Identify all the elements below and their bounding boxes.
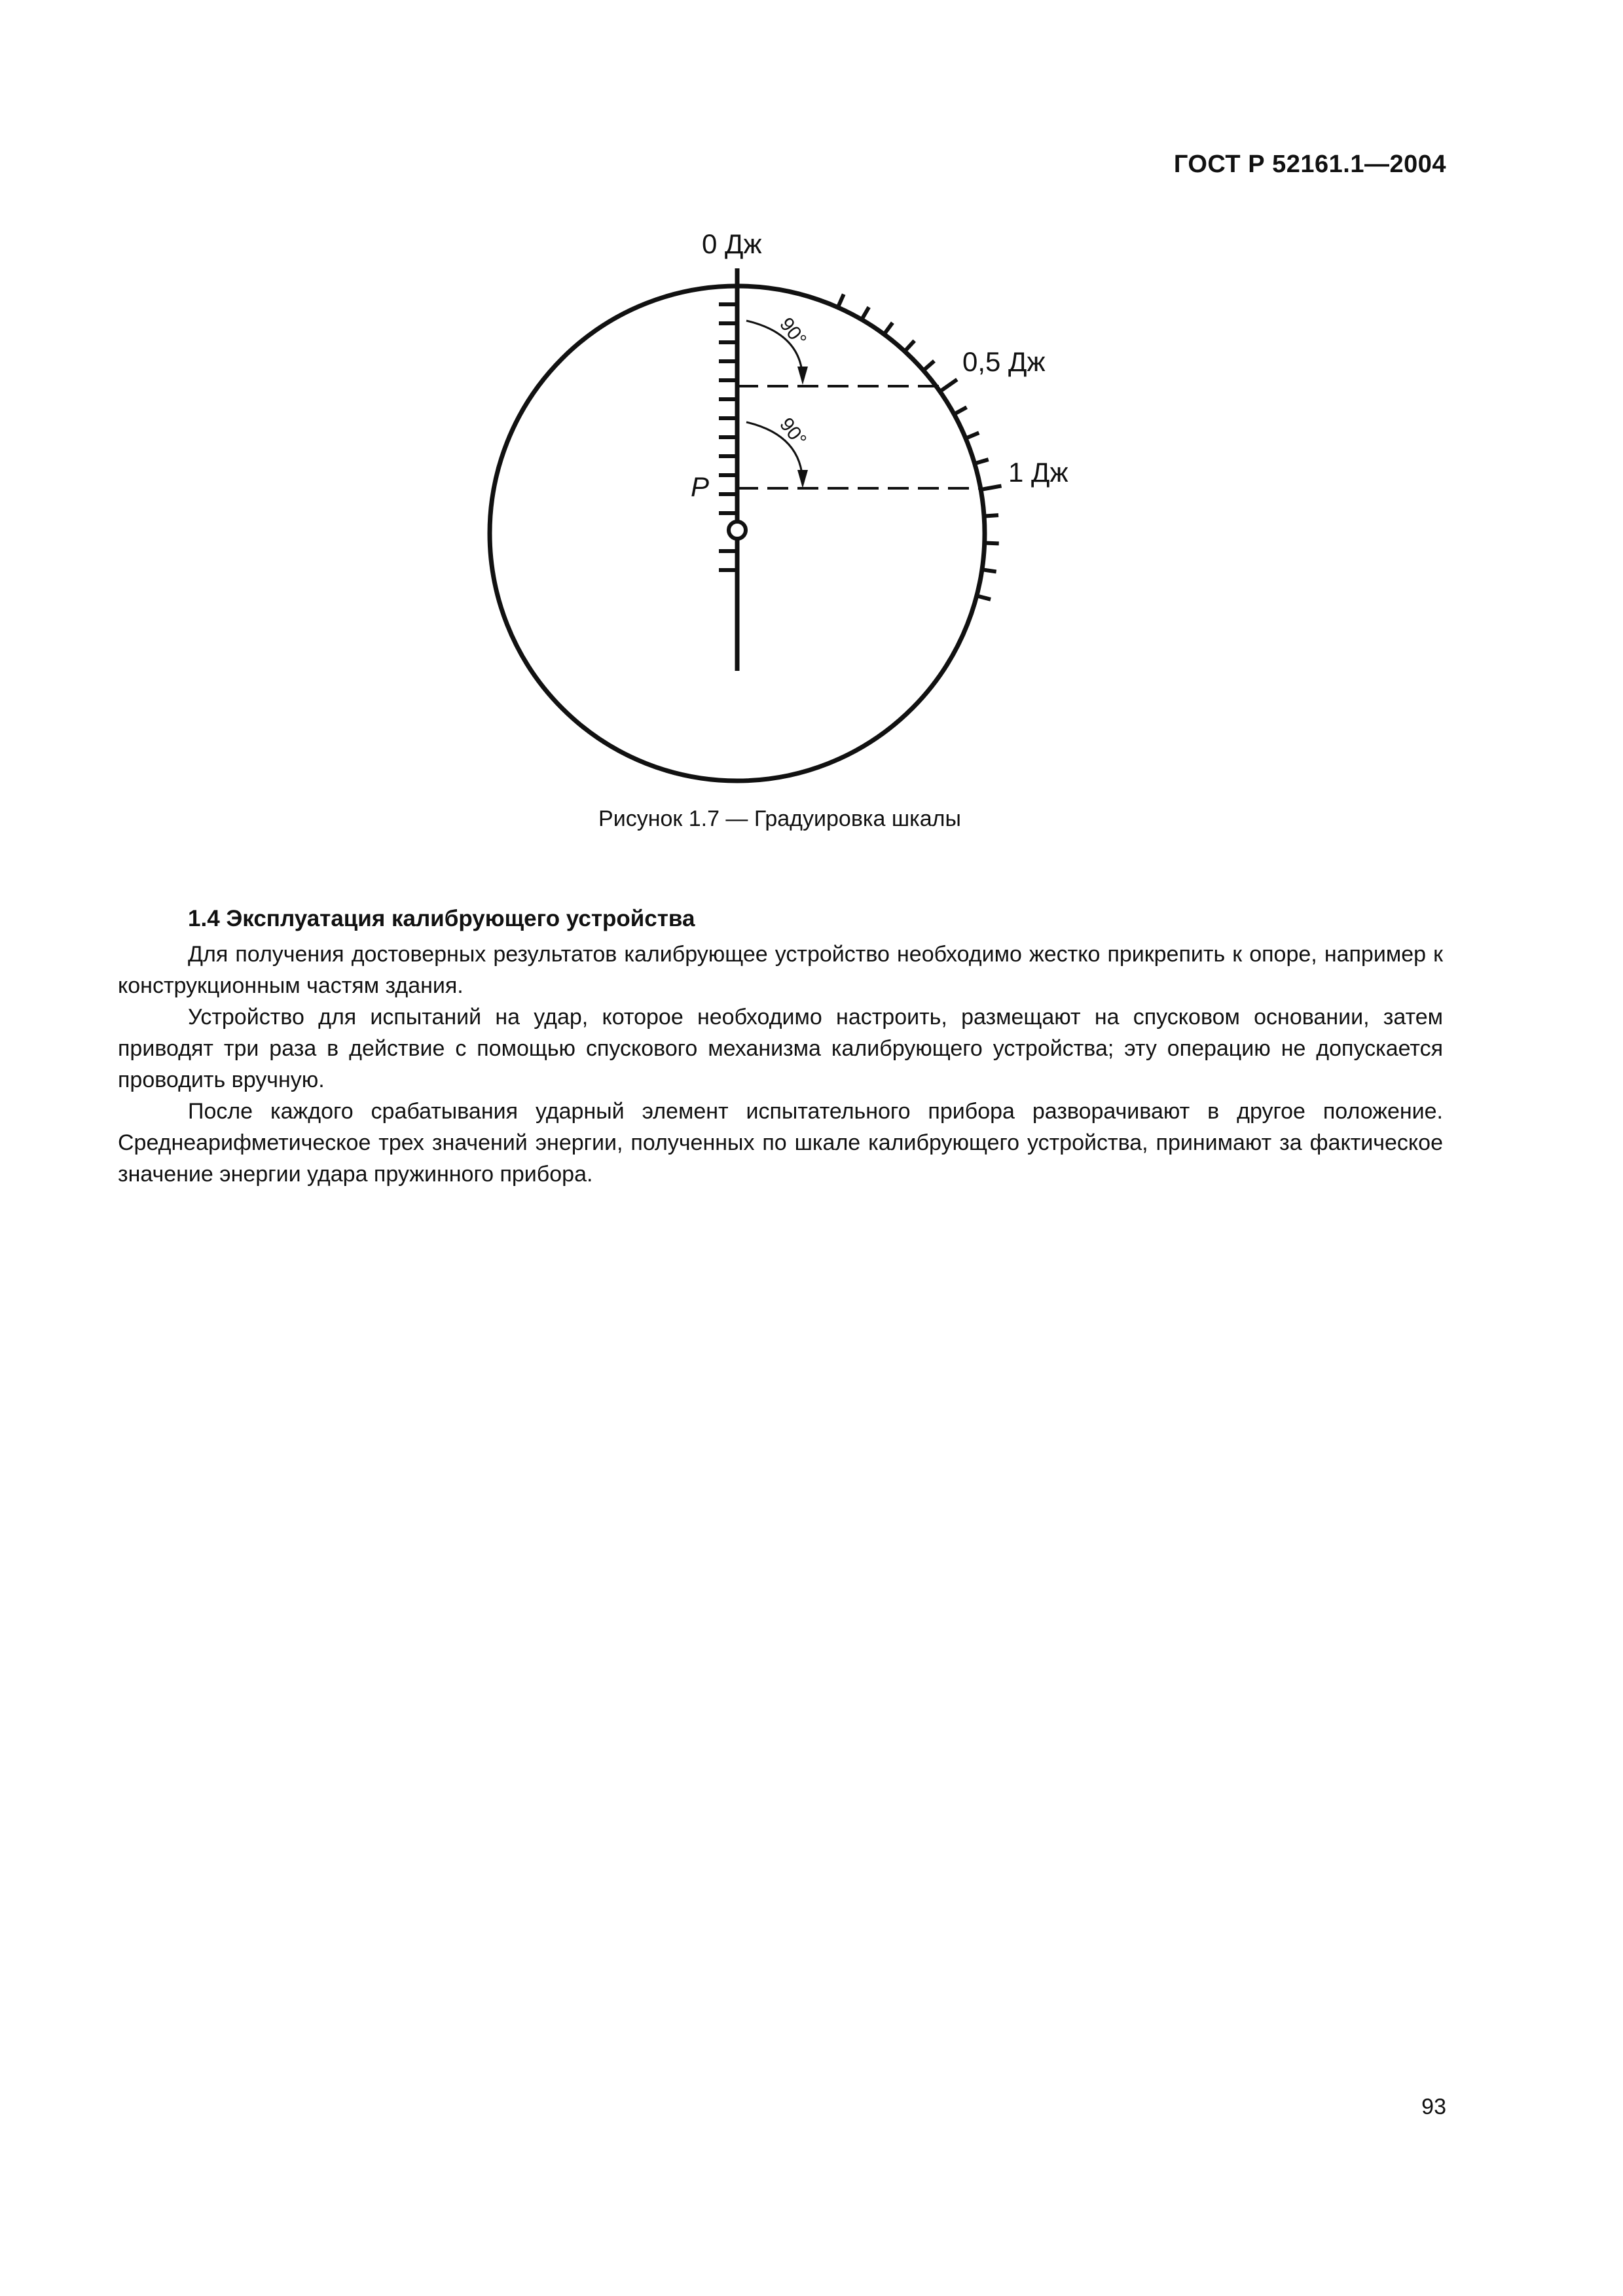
angle-arrow-upper	[797, 367, 808, 385]
standard-code: ГОСТ Р 52161.1—2004	[1173, 151, 1446, 178]
rim-tick	[975, 459, 989, 463]
paragraph: Устройство для испытаний на удар, которое необходимо настроить, размещают на спусковом основании, затем приводят три раза в действие с помощью спускового механизма калибрующего устройства; эту операцию не допускается проводить вручную.	[118, 1005, 1443, 1092]
rim-ticks	[838, 295, 1002, 600]
label-zero-joule: 0 Дж	[702, 228, 762, 259]
rim-tick	[977, 596, 991, 600]
rim-tick	[862, 307, 869, 319]
angle-label-lower: 90°	[775, 414, 811, 451]
label-half-joule: 0,5 Дж	[962, 346, 1046, 377]
rim-tick	[981, 486, 1001, 490]
rim-tick	[985, 543, 999, 544]
angle-label-upper: 90°	[775, 314, 811, 351]
section-heading: 1.4 Эксплуатация калибрующего устройства	[188, 906, 695, 931]
rim-tick	[954, 407, 966, 414]
rim-tick	[982, 569, 996, 571]
label-point-p: P	[691, 471, 710, 502]
rim-tick	[966, 433, 979, 438]
rim-tick	[884, 323, 892, 334]
paragraph: После каждого срабатывания ударный элемент испытательного прибора разворачивают в другое положение. Среднеарифметическое трех значений энергии, полученных по шкале калибрующего устройства, принимают за фактическое значение энергии удара пружинного прибора.	[118, 1099, 1443, 1187]
pivot-point	[729, 522, 746, 539]
scale-calibration-diagram	[0, 0, 1623, 851]
rim-tick	[838, 295, 844, 308]
rim-tick	[984, 515, 998, 516]
figure-caption: Рисунок 1.7 — Градуировка шкалы	[598, 806, 961, 831]
rim-tick	[905, 341, 915, 351]
paragraph: Для получения достоверных результатов калибрующее устройство необходимо жестко прикрепить к опоре, например к конструкционным частям здания.	[118, 942, 1443, 998]
label-one-joule: 1 Дж	[1008, 457, 1068, 488]
section-body	[118, 939, 1443, 1190]
rim-tick	[940, 380, 957, 391]
angle-arrow-lower	[797, 470, 808, 488]
rim-tick	[923, 361, 934, 370]
page-number: 93	[1421, 2094, 1446, 2119]
